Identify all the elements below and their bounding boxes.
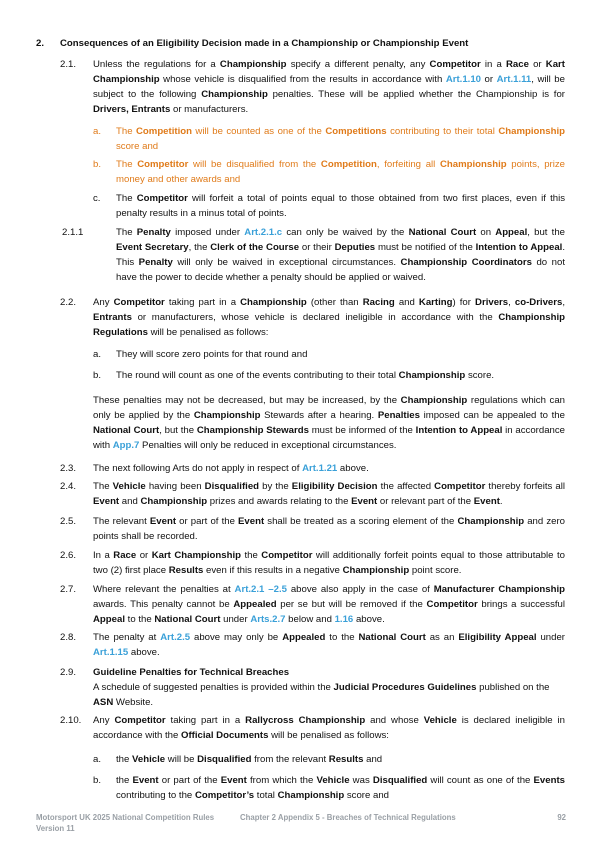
clause-2-6: In a Race or Kart Championship the Competitor will additionally forfeit points equal to those attributable to two (2) first place Results even if this results in a negative Championship point score.	[93, 550, 565, 576]
clause-2-10-b: the Event or part of the Event from which the Vehicle was Disqualified will count as one of the Events contributing to the Competitor’s total Championship score and	[116, 775, 565, 801]
clause-2-1-1: The Penalty imposed under Art.2.1.c can only be waived by the National Court on Appeal, but the Event Secretary, the Clerk of the Course or their Deputies must be notified of the Intention to Appeal. This Penalty will only be waived in exceptional circumstances. Championship Coordinators do not have the power to decide whether a penalty should be applied or waived.	[116, 227, 566, 283]
clause-number: 2.1.	[60, 59, 77, 70]
article-link[interactable]: Art.1.21	[302, 463, 338, 474]
article-link[interactable]: Art.2.1 –2.5	[234, 584, 287, 595]
section-heading: Consequences of an Eligibility Decision made in a Championship or Championship Event	[60, 38, 469, 49]
clause-2-4: The Vehicle having been Disqualified by the Eligibility Decision the affected Competitor thereby forfeits all Event and Championship prizes and awards relating to the Event or relevant part of the Event.	[93, 481, 566, 507]
footer-chapter: Chapter 2 Appendix 5 - Breaches of Technical Regulations	[240, 813, 456, 822]
subclause-letter: b.	[93, 159, 102, 170]
clause-number: 2.9.	[60, 667, 77, 678]
clause-number: 2.6.	[60, 550, 77, 561]
clause-2-10-a: the Vehicle will be Disqualified from the relevant Results and	[116, 754, 383, 765]
article-link[interactable]: Art.1.11	[496, 74, 532, 85]
clause-number: 2.5.	[60, 516, 77, 527]
article-link[interactable]: Arts.2.7	[250, 614, 286, 625]
subclause-letter: b.	[93, 370, 102, 381]
article-link[interactable]: Art.2.1.c	[244, 227, 283, 238]
clause-2-2-note: These penalties may not be decreased, but may be increased, by the Championship regulations which can only be applied by the Championship Stewards after a hearing. Penalties imposed can be appealed to the National Court, but the Championship Stewards must be informed of the Intention to Appeal in accordance with App.7 Penalties will only be reduced in exceptional circumstances.	[93, 395, 566, 451]
subclause-letter: a.	[93, 349, 102, 360]
subclause-letter: c.	[93, 193, 101, 204]
clause-2-2: Any Competitor taking part in a Championship (other than Racing and Karting) for Drivers, co-Drivers, Entrants or manufacturers, whose vehicle is declared ineligible in accordance with the Championship Regulations will be penalised as follows:	[93, 297, 566, 338]
clause-2-9-title: Guideline Penalties for Technical Breaches	[93, 667, 290, 678]
clause-2-9: Guideline Penalties for Technical Breaches A schedule of suggested penalties is provided within the Judicial Procedures Guidelines published on the ASN Website.	[93, 667, 550, 708]
article-link[interactable]: Art.1.10	[445, 74, 482, 85]
footer-version: Version 11	[36, 824, 75, 833]
clause-2-10: Any Competitor taking part in a Rallycross Championship and whose Vehicle is declared ineligible in accordance with the Official Documents will be penalised as follows:	[93, 715, 565, 741]
clause-2-1-c: The Competitor will forfeit a total of points equal to those obtained from two first places, even if this penalty results in a minus total of points.	[116, 193, 566, 219]
clause-2-7: Where relevant the penalties at Art.2.1 –2.5 above also apply in the case of Manufacturer Championship awards. This penalty cannot be Appealed per se but will be removed if the Competitor brings a successful Appeal to the National Court under Arts.2.7 below and 1.16 above.	[93, 584, 566, 625]
article-link[interactable]: 1.16	[334, 614, 354, 625]
clause-2-8: The penalty at Art.2.5 above may only be Appealed to the National Court as an Eligibility Appeal under Art.1.15 above.	[93, 632, 565, 658]
subclause-letter: b.	[93, 775, 102, 786]
clause-2-1-a: The Competition will be counted as one of the Competitions contributing to their total Championship score and	[116, 126, 565, 152]
clause-2-1: Unless the regulations for a Championship specify a different penalty, any Competitor in a Race or Kart Championship whose vehicle is disqualified from the results in accordance with Art.1.10 or Art.1.11, will be subject to the following Championship penalties. These will be applied whether the Championship is for Drivers, Entrants or manufacturers.	[93, 59, 565, 115]
clause-number: 2.4.	[60, 481, 77, 492]
subclause-letter: a.	[93, 126, 102, 137]
clause-2-1-b: The Competitor will be disqualified from the Competition, forfeiting all Championship points, prize money and other awards and	[116, 159, 565, 185]
clause-2-2-b: The round will count as one of the events contributing to their total Championship score.	[116, 370, 495, 381]
clause-number: 2.2.	[60, 297, 77, 308]
clause-number: 2.1.1	[62, 227, 84, 238]
article-link[interactable]: Art.2.5	[160, 632, 191, 643]
footer-publication: Motorsport UK 2025 National Competition Rules	[36, 813, 215, 822]
section-number: 2.	[36, 38, 45, 49]
clause-number: 2.8.	[60, 632, 77, 643]
clause-2-2-a: They will score zero points for that round and	[116, 349, 308, 360]
clause-number: 2.10.	[60, 715, 82, 726]
clause-number: 2.7.	[60, 584, 77, 595]
page-number: 92	[557, 813, 566, 822]
clause-number: 2.3.	[60, 463, 77, 474]
article-link[interactable]: Art.1.15	[93, 647, 129, 658]
subclause-letter: a.	[93, 754, 102, 765]
clause-2-3: The next following Arts do not apply in respect of Art.1.21 above.	[93, 463, 369, 474]
article-link[interactable]: App.7	[112, 440, 140, 451]
clause-2-5: The relevant Event or part of the Event shall be treated as a scoring element of the Championship and zero points shall be recorded.	[93, 516, 565, 542]
